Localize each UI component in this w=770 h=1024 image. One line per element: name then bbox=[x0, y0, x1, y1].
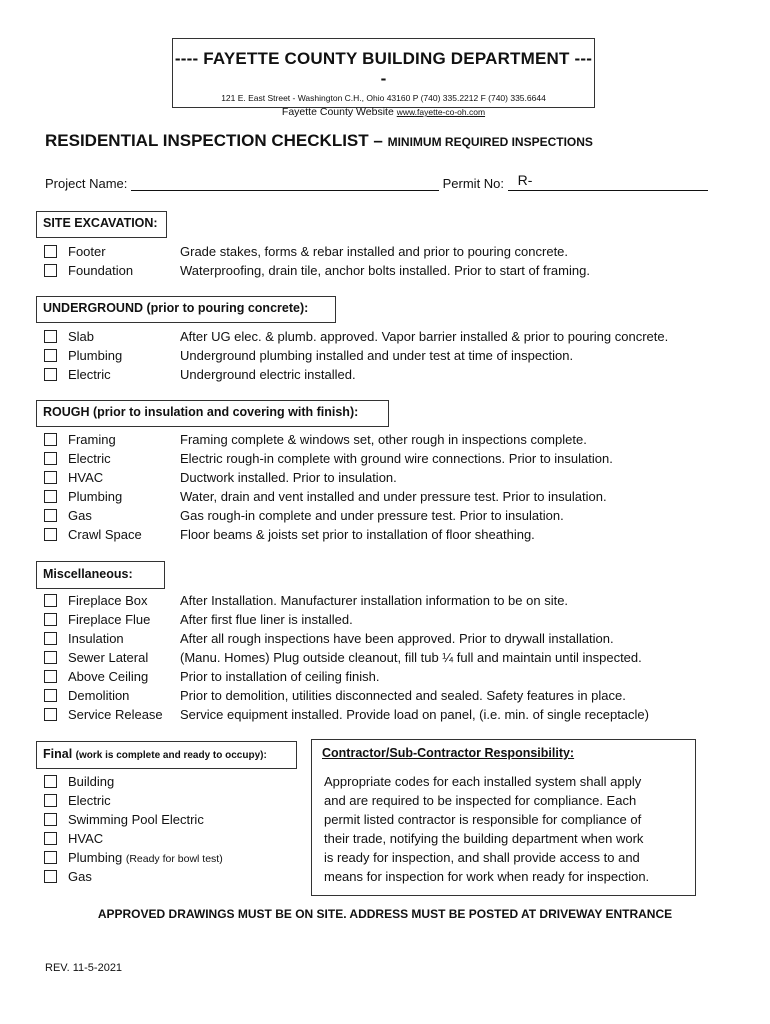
item-description: Prior to demolition, utilities disconnected and sealed. Safety features in place. bbox=[180, 688, 626, 703]
checklist-item bbox=[44, 631, 614, 650]
document-title-sub: MINIMUM REQUIRED INSPECTIONS bbox=[387, 135, 593, 149]
checklist-item bbox=[44, 432, 587, 451]
project-line bbox=[45, 172, 708, 191]
item-label: Electric bbox=[68, 367, 111, 382]
item-label: Foundation bbox=[68, 263, 134, 278]
item-description: After all rough inspections have been approved. Prior to drywall installation. bbox=[180, 631, 614, 646]
checklist-item bbox=[44, 831, 103, 850]
item-description: Floor beams & joists set prior to installation of floor sheathing. bbox=[180, 527, 535, 542]
item-note: (Ready for bowl test) bbox=[125, 853, 223, 865]
item-label: Sewer Lateral bbox=[68, 650, 149, 665]
permit-prefix: R- bbox=[517, 172, 533, 188]
item-label: Above Ceiling bbox=[68, 669, 149, 684]
item-description: Framing complete & windows set, other rough in inspections complete. bbox=[180, 432, 587, 447]
project-name-field[interactable] bbox=[131, 176, 439, 191]
checkbox[interactable] bbox=[44, 708, 57, 721]
checkbox[interactable] bbox=[44, 490, 57, 503]
item-description: Gas rough-in complete and under pressure test. Prior to insulation. bbox=[180, 508, 564, 523]
final-title: Final bbox=[43, 747, 73, 761]
checklist-item bbox=[44, 612, 353, 631]
item-label: Footer bbox=[68, 244, 106, 259]
responsibility-line: and are required to be inspected for compliance. Each bbox=[324, 793, 637, 808]
item-label: Gas bbox=[68, 508, 92, 523]
checkbox[interactable] bbox=[44, 632, 57, 645]
department-website bbox=[173, 106, 594, 118]
permit-number-field[interactable] bbox=[508, 172, 708, 191]
item-label: Fireplace Box bbox=[68, 593, 148, 608]
checkbox[interactable] bbox=[44, 509, 57, 522]
checkbox[interactable] bbox=[44, 813, 57, 826]
section-rough: ROUGH (prior to insulation and covering with finish): bbox=[36, 400, 389, 427]
item-description: After UG elec. & plumb. approved. Vapor barrier installed & prior to pouring concrete. bbox=[180, 329, 669, 344]
checklist-item bbox=[44, 869, 92, 888]
final-title-note: (work is complete and ready to occupy): bbox=[75, 750, 267, 761]
checklist-item bbox=[44, 793, 111, 812]
section-final bbox=[36, 741, 297, 769]
item-description: After Installation. Manufacturer installation information to be on site. bbox=[180, 593, 569, 608]
checkbox[interactable] bbox=[44, 528, 57, 541]
item-label: Slab bbox=[68, 329, 95, 344]
item-description: Service equipment installed. Provide load on panel, (i.e. min. of single receptacle) bbox=[180, 707, 649, 722]
item-label: Plumbing bbox=[68, 489, 123, 504]
item-label: Crawl Space bbox=[68, 527, 142, 542]
item-description: Underground plumbing installed and under test at time of inspection. bbox=[180, 348, 574, 363]
checklist-item bbox=[44, 329, 668, 348]
revision-date: REV. 11-5-2021 bbox=[45, 962, 123, 974]
department-address: 121 E. East Street - Washington C.H., Ohio 43160 P (740) 335.2212 F (740) 335.6644 bbox=[221, 93, 546, 103]
checkbox[interactable] bbox=[44, 433, 57, 446]
checklist-item bbox=[44, 527, 535, 546]
item-label: Insulation bbox=[68, 631, 124, 646]
checkbox[interactable] bbox=[44, 832, 57, 845]
checklist-item bbox=[44, 367, 356, 386]
checklist-item bbox=[44, 508, 564, 527]
item-label: Plumbing bbox=[68, 850, 123, 865]
checklist-item bbox=[44, 669, 379, 688]
footer-note: APPROVED DRAWINGS MUST BE ON SITE. ADDRESS MUST BE POSTED AT DRIVEWAY ENTRANCE bbox=[97, 907, 673, 921]
section-miscellaneous: Miscellaneous: bbox=[36, 561, 165, 589]
item-description: Waterproofing, drain tile, anchor bolts installed. Prior to start of framing. bbox=[180, 263, 590, 278]
checklist-item bbox=[44, 774, 114, 793]
item-label: Demolition bbox=[68, 688, 130, 703]
project-name-label: Project Name: bbox=[45, 176, 128, 191]
checkbox[interactable] bbox=[44, 794, 57, 807]
checkbox[interactable] bbox=[44, 264, 57, 277]
item-description: Water, drain and vent installed and under pressure test. Prior to insulation. bbox=[180, 489, 607, 504]
checklist-item bbox=[44, 470, 397, 489]
item-label: Electric bbox=[68, 451, 111, 466]
checklist-item bbox=[44, 850, 223, 869]
checkbox[interactable] bbox=[44, 613, 57, 626]
responsibility-line: their trade, notifying the building department when work bbox=[324, 831, 644, 846]
website-link[interactable]: www.fayette-co-oh.com bbox=[396, 107, 486, 117]
responsibility-line: is ready for inspection, and shall provide access to and bbox=[324, 850, 640, 865]
department-header bbox=[172, 38, 595, 118]
checkbox[interactable] bbox=[44, 368, 57, 381]
item-label: Swimming Pool Electric bbox=[68, 812, 204, 827]
checkbox[interactable] bbox=[44, 452, 57, 465]
department-title: ---- FAYETTE COUNTY BUILDING DEPARTMENT ---- bbox=[174, 49, 593, 88]
checkbox[interactable] bbox=[44, 870, 57, 883]
item-label: Service Release bbox=[68, 707, 163, 722]
document-title-main: RESIDENTIAL INSPECTION CHECKLIST – bbox=[45, 131, 383, 150]
responsibility-line: means for inspection for work when ready for inspection. bbox=[324, 869, 650, 884]
checkbox[interactable] bbox=[44, 670, 57, 683]
checkbox[interactable] bbox=[44, 775, 57, 788]
checklist-item bbox=[44, 650, 642, 669]
checkbox[interactable] bbox=[44, 471, 57, 484]
checkbox[interactable] bbox=[44, 349, 57, 362]
checklist-item bbox=[44, 593, 568, 612]
responsibility-box bbox=[311, 739, 696, 896]
item-description: Electric rough-in complete with ground wire connections. Prior to insulation. bbox=[180, 451, 613, 466]
item-label: Framing bbox=[68, 432, 116, 447]
permit-label: Permit No: bbox=[442, 176, 505, 191]
item-label: HVAC bbox=[68, 831, 104, 846]
responsibility-title: Contractor/Sub-Contractor Responsibility: bbox=[322, 746, 575, 760]
item-label: Gas bbox=[68, 869, 92, 884]
checklist-item bbox=[44, 263, 590, 282]
item-label: Plumbing bbox=[68, 348, 123, 363]
responsibility-text bbox=[324, 772, 689, 886]
document-title bbox=[45, 131, 593, 151]
section-site-excavation: SITE EXCAVATION: bbox=[36, 211, 167, 238]
checklist-item bbox=[44, 812, 204, 831]
item-label: Fireplace Flue bbox=[68, 612, 151, 627]
item-description: Ductwork installed. Prior to insulation. bbox=[180, 470, 397, 485]
item-label: Building bbox=[68, 774, 115, 789]
item-description: Underground electric installed. bbox=[180, 367, 356, 382]
checkbox[interactable] bbox=[44, 594, 57, 607]
checklist-item bbox=[44, 688, 626, 707]
item-description: (Manu. Homes) Plug outside cleanout, fill tub ¼ full and maintain until inspected. bbox=[180, 650, 642, 665]
item-description: After first flue liner is installed. bbox=[180, 612, 353, 627]
checkbox[interactable] bbox=[44, 689, 57, 702]
checklist-item bbox=[44, 348, 573, 367]
checklist-item bbox=[44, 244, 568, 263]
item-label: HVAC bbox=[68, 470, 104, 485]
item-description: Grade stakes, forms & rebar installed and prior to pouring concrete. bbox=[180, 244, 569, 259]
responsibility-line: permit listed contractor is responsible for compliance of bbox=[324, 812, 642, 827]
responsibility-line: Appropriate codes for each installed system shall apply bbox=[324, 774, 642, 789]
website-label: Fayette County Website bbox=[281, 106, 394, 118]
checkbox[interactable] bbox=[44, 651, 57, 664]
item-description: Prior to installation of ceiling finish. bbox=[180, 669, 380, 684]
section-underground: UNDERGROUND (prior to pouring concrete): bbox=[36, 296, 336, 323]
checklist-item bbox=[44, 489, 607, 508]
checklist-item bbox=[44, 451, 613, 470]
checkbox[interactable] bbox=[44, 330, 57, 343]
checkbox[interactable] bbox=[44, 245, 57, 258]
item-label: Electric bbox=[68, 793, 111, 808]
checkbox[interactable] bbox=[44, 851, 57, 864]
checklist-item bbox=[44, 707, 649, 726]
